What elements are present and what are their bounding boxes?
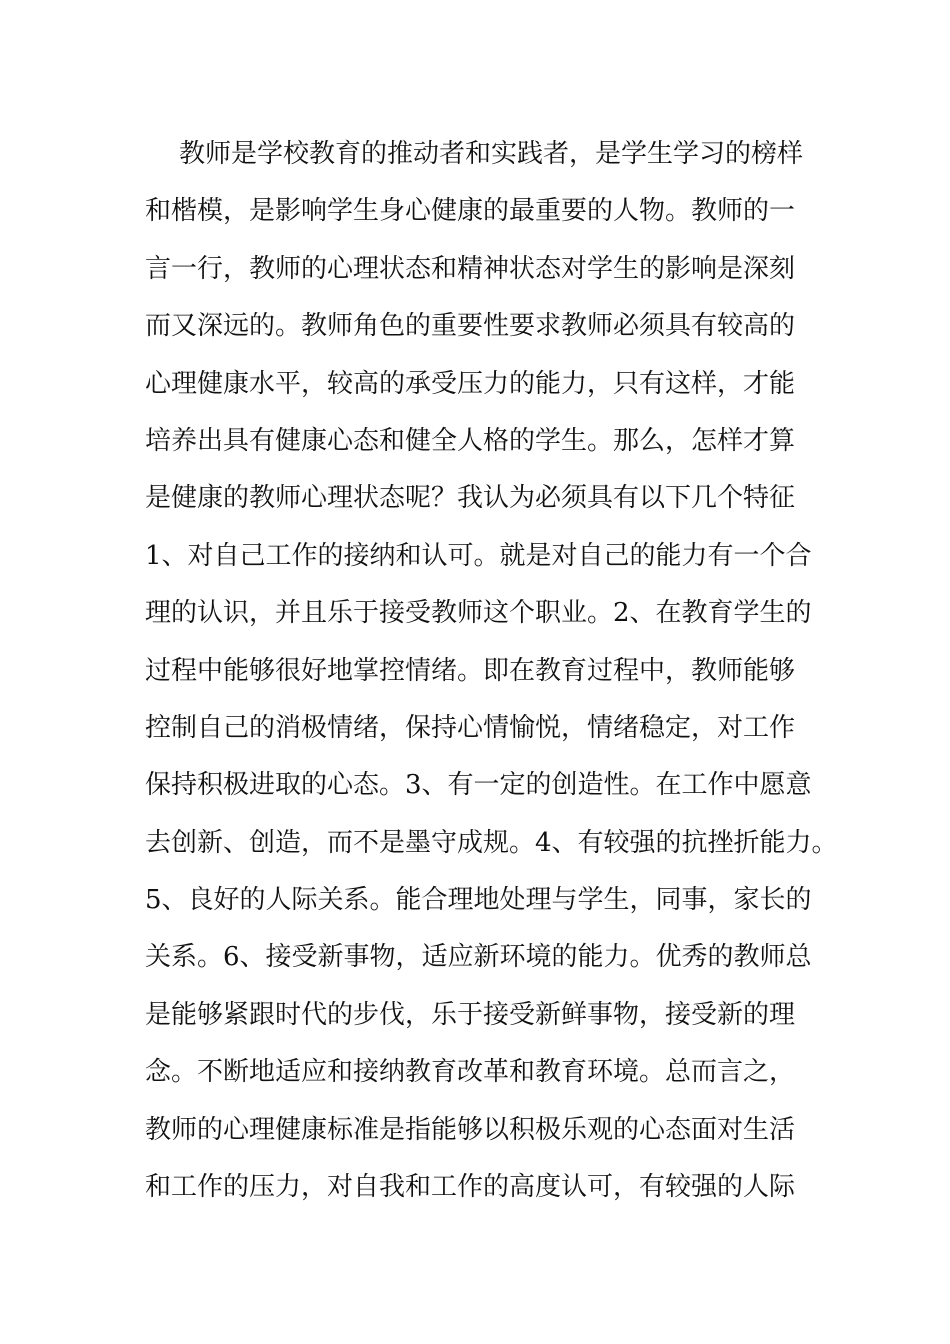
text-line: 5、良好的人际关系。能合理地处理与学生，同事，家长的 [145, 885, 812, 916]
text-line: 心理健康水平，较高的承受压力的能力，只有这样，才能 [145, 368, 796, 399]
text-line: 念。不断地适应和接纳教育改革和教育环境。总而言之， [145, 1057, 796, 1088]
text-line: 控制自己的消极情绪，保持心情愉悦，情绪稳定，对工作 [145, 712, 796, 743]
text-line: 而又深远的。教师角色的重要性要求教师必须具有较高的 [145, 311, 796, 342]
text-line: 1、对自己工作的接纳和认可。就是对自己的能力有一个合 [145, 540, 812, 571]
text-line: 教师的心理健康标准是指能够以积极乐观的心态面对生活 [145, 1114, 796, 1145]
text-line: 和工作的压力，对自我和工作的高度认可，有较强的人际 [145, 1172, 796, 1203]
text-line: 教师是学校教育的推动者和实践者，是学生学习的榜样 [179, 139, 804, 169]
text-line: 言一行，教师的心理状态和精神状态对学生的影响是深刻 [145, 253, 796, 284]
text-line: 培养出具有健康心态和健全人格的学生。那么，怎样才算 [145, 425, 796, 456]
text-line: 理的认识，并且乐于接受教师这个职业。2、在教育学生的 [145, 598, 812, 629]
text-line: 和楷模，是影响学生身心健康的最重要的人物。教师的一 [145, 196, 796, 227]
text-line: 是能够紧跟时代的步伐，乐于接受新鲜事物，接受新的理 [145, 999, 796, 1030]
text-line: 关系。6、接受新事物，适应新环境的能力。优秀的教师总 [145, 942, 812, 973]
text-line: 保持积极进取的心态。3、有一定的创造性。在工作中愿意 [145, 770, 812, 801]
body-paragraph [145, 126, 838, 1216]
text-line: 是健康的教师心理状态呢？我认为必须具有以下几个特征 [145, 483, 796, 514]
text-line: 过程中能够很好地掌控情绪。即在教育过程中，教师能够 [145, 655, 796, 686]
text-line: 去创新、创造，而不是墨守成规。4、有较强的抗挫折能力。 [145, 827, 838, 858]
